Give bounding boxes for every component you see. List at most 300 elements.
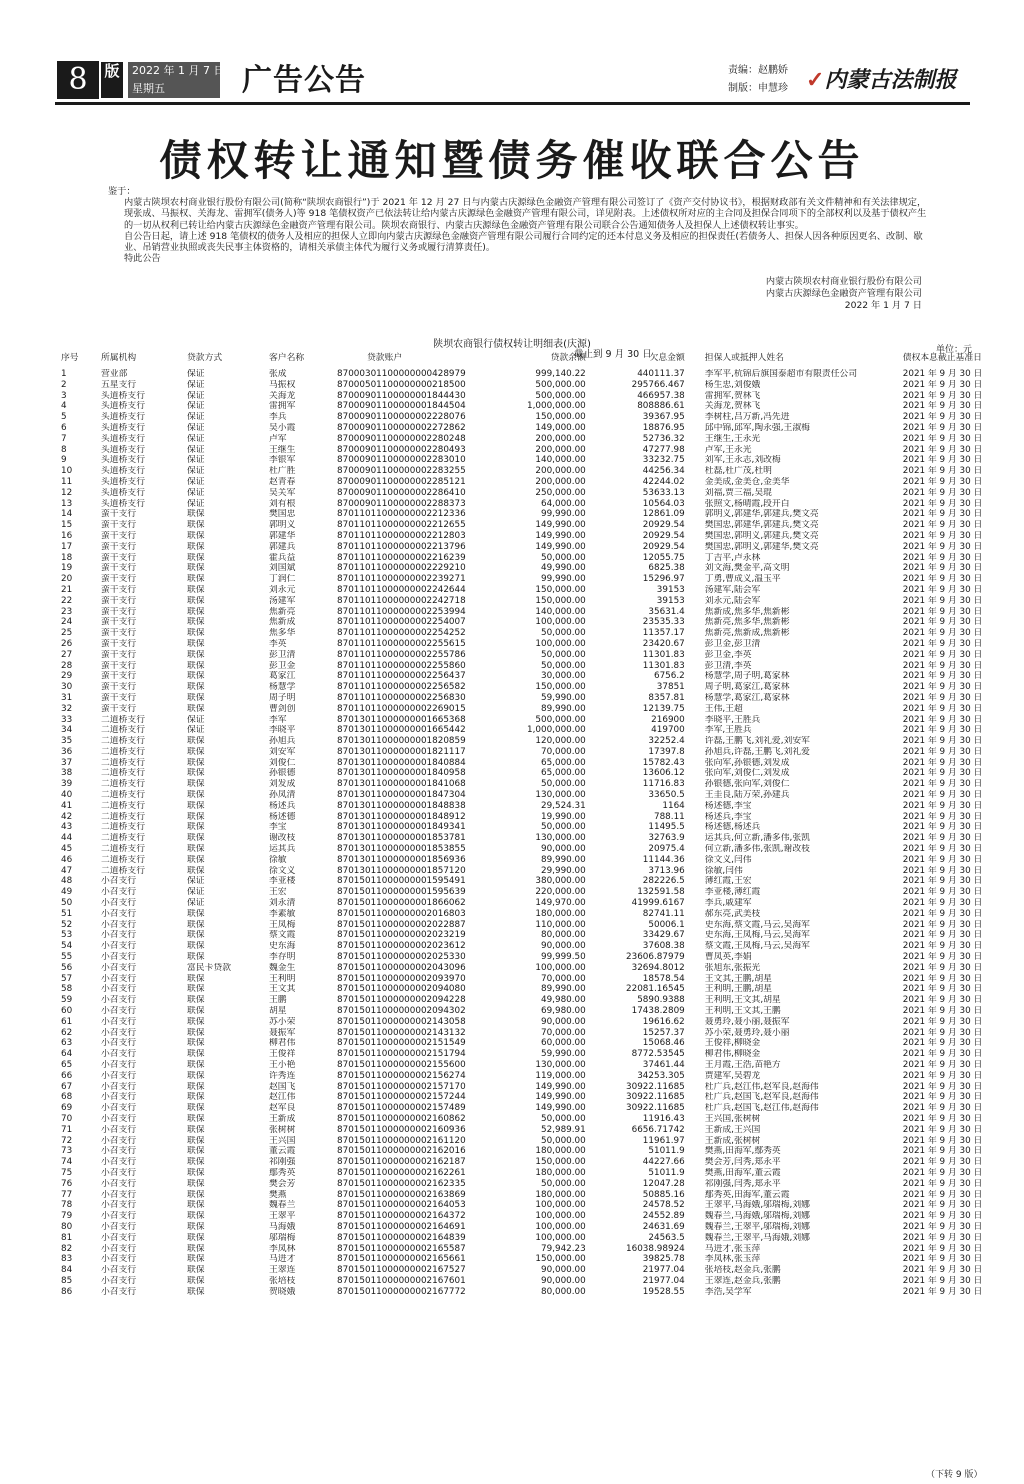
table-cell: 30922.11685 xyxy=(626,1092,685,1103)
table-cell: 37608.38 xyxy=(642,941,685,952)
table-cell: 24552.89 xyxy=(642,1211,685,1222)
table-cell: 53 xyxy=(61,930,73,941)
table-row xyxy=(55,380,983,391)
table-cell: 焦新亮,焦新成,焦新彬 xyxy=(704,628,790,639)
table-cell: 66 xyxy=(61,1070,73,1081)
table-cell: 87015011000000002160862 xyxy=(337,1113,466,1124)
table-cell: 保证 xyxy=(187,433,205,444)
newspaper-name: 内蒙古法制报 xyxy=(824,67,957,93)
table-cell: 董云霞 xyxy=(269,1146,296,1157)
table-cell: 44 xyxy=(61,833,73,844)
table-cell: 马进才 xyxy=(269,1254,296,1265)
col-header: 贷款余额 xyxy=(550,353,586,363)
table-cell: 99,990.00 xyxy=(540,574,586,585)
table-cell: 保证 xyxy=(187,379,205,390)
table-cell: 58 xyxy=(61,984,73,995)
col-header: 贷款方式 xyxy=(187,353,223,363)
table-cell: 联保 xyxy=(187,1038,205,1049)
table-cell: 苏小荣 xyxy=(269,1016,296,1027)
table-cell: 联保 xyxy=(187,520,205,531)
table-cell: 87011011000000002239271 xyxy=(337,574,466,585)
table-cell: 卢军 xyxy=(269,433,287,444)
table-cell: 蛮干支行 xyxy=(101,671,137,682)
table-cell: 联保 xyxy=(187,595,205,606)
table-cell: 80 xyxy=(61,1221,73,1232)
table-row xyxy=(55,466,983,477)
table-cell: 419700 xyxy=(651,725,685,736)
table-cell: 联保 xyxy=(187,1124,205,1135)
table-cell: 54 xyxy=(61,941,73,952)
table-cell: 小召支行 xyxy=(101,1070,137,1081)
table-cell: 小召支行 xyxy=(101,941,137,952)
col-header: 担保人或抵押人姓名 xyxy=(704,353,784,363)
table-cell: 87015011000000002157170 xyxy=(337,1081,466,1092)
table-cell: 15257.37 xyxy=(642,1027,685,1038)
table-cell: 联保 xyxy=(187,952,205,963)
table-cell: 2021 年 9 月 30 日 xyxy=(902,476,983,487)
table-cell: 头道桥支行 xyxy=(101,433,145,444)
table-cell: 87011011000000002256437 xyxy=(337,671,466,682)
table-cell: 466957.38 xyxy=(637,390,685,401)
table-cell: 杨慧学,葛家江,葛家林 xyxy=(704,692,790,703)
table-cell: 联保 xyxy=(187,1200,205,1211)
table-cell: 魏春兰,王翠平,马海娥,刘娜 xyxy=(704,1232,810,1243)
table-cell: 王俊祥,柳晓金 xyxy=(704,1038,761,1049)
table-row xyxy=(55,509,983,520)
table-cell: 2021 年 9 月 30 日 xyxy=(902,919,983,930)
signer-company: 内蒙古庆源绿色金融资产管理有限公司 xyxy=(765,288,922,299)
table-row xyxy=(55,887,983,898)
sign-date: 2022 年 1 月 7 日 xyxy=(844,300,922,311)
table-cell: 200,000.00 xyxy=(535,444,586,455)
table-cell: 王新成,王兴国 xyxy=(704,1124,761,1135)
table-cell: 焦新亮 xyxy=(269,606,296,617)
table-cell: 87015011000000002164691 xyxy=(337,1221,466,1232)
table-cell: 葛家江 xyxy=(269,671,296,682)
table-cell: 74 xyxy=(61,1157,73,1168)
table-cell: 140,000.00 xyxy=(535,606,586,617)
table-cell: 87015011000000001866062 xyxy=(337,898,466,909)
table-cell: 联保 xyxy=(187,1167,205,1178)
table-cell: 李银军 xyxy=(269,455,296,466)
table-cell: 联保 xyxy=(187,768,205,779)
table-cell: 87000901100000002283255 xyxy=(337,466,466,477)
table-cell: 87011011000000002229210 xyxy=(337,563,466,574)
paragraph-demand: 自公告日起，请上述 918 笔债权的债务人及相应的担保人立即向内蒙古庆源绿色金融资产管理有限公司履行合同约定的还本付息义务及相应的担保责任(若债务人、担保人因各种原因更名、改制、歇业、吊销营业执照或丧失民事主体资格的，请相关承债主体代为履行义务或履行清算责任)。 xyxy=(124,230,923,254)
table-cell: 王兴国 xyxy=(269,1135,296,1146)
issue-weekday: 星期五 xyxy=(132,82,165,95)
table-cell: 2021 年 9 月 30 日 xyxy=(902,1211,983,1222)
table-row xyxy=(55,661,983,672)
table-cell: 50 xyxy=(61,898,73,909)
table-cell: 贾建军,吴碧龙 xyxy=(704,1070,761,1081)
table-cell: 39153 xyxy=(656,595,685,606)
table-cell: 87015011000000002164053 xyxy=(337,1200,466,1211)
table-cell: 2021 年 9 月 30 日 xyxy=(902,1178,983,1189)
table-cell: 樊会芳,闫秀,郑永平 xyxy=(704,1157,781,1168)
table-cell: 2021 年 9 月 30 日 xyxy=(902,638,983,649)
table-cell: 二道桥支行 xyxy=(101,790,145,801)
table-cell: 87011011000000002254252 xyxy=(337,628,466,639)
page-number: 8 xyxy=(57,61,99,99)
table-cell: 联保 xyxy=(187,973,205,984)
table-cell: 37851 xyxy=(656,682,685,693)
table-cell: 联保 xyxy=(187,584,205,595)
table-cell: 79,942.23 xyxy=(540,1243,586,1254)
table-cell: 20929.54 xyxy=(642,530,685,541)
table-cell: 杨生忠,刘俊娥 xyxy=(704,379,761,390)
table-cell: 刘永清 xyxy=(269,898,296,909)
table-cell: 19528.55 xyxy=(642,1286,685,1297)
table-cell: 87015011000000002023219 xyxy=(337,930,466,941)
table-cell: 徐文义 xyxy=(269,865,296,876)
table-cell: 头道桥支行 xyxy=(101,487,145,498)
table-cell: 彭卫金 xyxy=(269,660,296,671)
table-cell: 联保 xyxy=(187,1286,205,1297)
table-cell: 38 xyxy=(61,768,73,779)
table-cell: 2021 年 9 月 30 日 xyxy=(902,552,983,563)
table-cell: 41999.6167 xyxy=(631,898,685,909)
table-row xyxy=(55,639,983,650)
table-cell: 蛮干支行 xyxy=(101,660,137,671)
table-cell: 11301.83 xyxy=(642,660,685,671)
table-cell: 保证 xyxy=(187,455,205,466)
table-cell: 王继生 xyxy=(269,444,296,455)
table-cell: 11144.36 xyxy=(642,854,685,865)
table-cell: 联保 xyxy=(187,1221,205,1232)
table-cell: 62 xyxy=(61,1027,73,1038)
table-cell: 87011011000000002255786 xyxy=(337,649,466,660)
page-label: 版 xyxy=(101,62,123,98)
table-cell: 联保 xyxy=(187,638,205,649)
table-cell: 李浩,吴学军 xyxy=(704,1286,752,1297)
table-cell: 樊国忠 xyxy=(269,509,296,520)
table-cell: 87015011000000002162187 xyxy=(337,1157,466,1168)
table-cell: 18876.95 xyxy=(642,422,685,433)
table-cell: 保证 xyxy=(187,444,205,455)
table-cell: 吴小霞 xyxy=(269,422,296,433)
editor-credits xyxy=(728,62,788,98)
table-cell: 440111.37 xyxy=(637,369,685,379)
table-row xyxy=(55,650,983,661)
table-cell: 魏春兰 xyxy=(269,1200,296,1211)
table-cell: 王利明,王文其,胡星 xyxy=(704,995,781,1006)
table-cell: 联保 xyxy=(187,1060,205,1070)
table-cell: 樊燕,田海军,鄢秀英 xyxy=(704,1146,781,1157)
table-cell: 邬瑞梅 xyxy=(269,1232,296,1243)
table-cell: 联保 xyxy=(187,1243,205,1254)
table-cell: 联保 xyxy=(187,941,205,952)
table-cell: 蛮干支行 xyxy=(101,606,137,617)
table-cell: 100,000.00 xyxy=(535,1221,586,1232)
table-cell: 21 xyxy=(61,584,73,595)
table-cell: 87015011000000002162261 xyxy=(337,1167,466,1178)
table-cell: 2021 年 9 月 30 日 xyxy=(902,584,983,595)
table-cell: 87000901100000002228076 xyxy=(337,412,466,423)
table-cell: 头道桥支行 xyxy=(101,444,145,455)
table-row xyxy=(55,1244,983,1255)
table-cell: 149,000.00 xyxy=(535,422,586,433)
table-cell: 69,980.00 xyxy=(540,1006,586,1017)
table-row xyxy=(55,1049,983,1060)
table-cell: 87011011000000002255860 xyxy=(337,660,466,671)
table-cell: 29,990.00 xyxy=(540,865,586,876)
table-cell: 60 xyxy=(61,1006,73,1017)
table-row xyxy=(55,790,983,801)
table-row xyxy=(55,693,983,704)
table-cell: 99,999.50 xyxy=(540,952,586,963)
table-cell: 2021 年 9 月 30 日 xyxy=(902,563,983,574)
table-cell: 李晓平,王胜兵 xyxy=(704,714,761,725)
table-cell: 2021 年 9 月 30 日 xyxy=(902,1135,983,1146)
table-cell: 51011.9 xyxy=(648,1167,685,1178)
table-cell: 小召支行 xyxy=(101,1265,137,1276)
table-row xyxy=(55,1211,983,1222)
table-cell: 89,990.00 xyxy=(540,854,586,865)
signer-bank: 内蒙古陕坝农村商业银行股份有限公司 xyxy=(765,276,922,287)
table-cell: 2021 年 9 月 30 日 xyxy=(902,422,983,433)
table-cell: 联保 xyxy=(187,692,205,703)
table-cell: 31 xyxy=(61,692,73,703)
table-cell: 23606.87979 xyxy=(626,952,685,963)
table-cell: 15 xyxy=(61,520,73,531)
table-row xyxy=(55,866,983,877)
table-row xyxy=(55,585,983,596)
table-cell: 鄢秀英 xyxy=(269,1167,296,1178)
table-cell: 李存明 xyxy=(269,952,296,963)
table-cell: 49,990.00 xyxy=(540,563,586,574)
table-cell: 联保 xyxy=(187,1275,205,1286)
table-cell: 2021 年 9 月 30 日 xyxy=(902,401,983,412)
table-cell: 联保 xyxy=(187,1113,205,1124)
table-cell: 丁吉平,卢永林 xyxy=(704,552,761,563)
table-cell: 87000901100000002280248 xyxy=(337,433,466,444)
table-cell: 50,000.00 xyxy=(540,822,586,833)
table-cell: 小召支行 xyxy=(101,1189,137,1200)
table-cell: 20929.54 xyxy=(642,541,685,552)
table-cell: 3 xyxy=(61,390,67,401)
table-cell: 李素敏 xyxy=(269,908,296,919)
table-cell: 关海龙,贺林飞 xyxy=(704,401,761,412)
table-row xyxy=(55,553,983,564)
table-row xyxy=(55,1287,983,1298)
table-cell: 2021 年 9 月 30 日 xyxy=(902,498,983,509)
table-row xyxy=(55,1179,983,1190)
table-cell: 蛮干支行 xyxy=(101,563,137,574)
table-cell: 蔡文霞,王凤梅,马云,吴海军 xyxy=(704,941,810,952)
table-cell: 32 xyxy=(61,703,73,714)
table-cell: 联保 xyxy=(187,995,205,1006)
table-cell: 87013011000000001841068 xyxy=(337,779,466,790)
table-row xyxy=(55,1028,983,1039)
table-cell: 70,000.00 xyxy=(540,1027,586,1038)
table-cell: 13 xyxy=(61,498,73,509)
table-cell: 小召支行 xyxy=(101,1135,137,1146)
table-cell: 小召支行 xyxy=(101,1286,137,1297)
table-cell: 孙旭兵,许磊,王鹏飞,刘礼爱 xyxy=(704,746,810,757)
table-row xyxy=(55,768,983,779)
table-cell: 808886.61 xyxy=(637,401,685,412)
table-cell: 头道桥支行 xyxy=(101,422,145,433)
table-cell: 2021 年 9 月 30 日 xyxy=(902,854,983,865)
table-cell: 小召支行 xyxy=(101,1016,137,1027)
table-cell: 2021 年 9 月 30 日 xyxy=(902,973,983,984)
table-cell: 43 xyxy=(61,822,73,833)
table-row xyxy=(55,758,983,769)
table-cell: 87015011000000002162016 xyxy=(337,1146,466,1157)
table-cell: 29,524.31 xyxy=(540,800,586,811)
table-row xyxy=(55,822,983,833)
table-cell: 联保 xyxy=(187,660,205,671)
table-cell: 小召支行 xyxy=(101,1243,137,1254)
table-cell: 23535.33 xyxy=(642,617,685,628)
table-cell: 500,000.00 xyxy=(535,379,586,390)
table-cell: 2021 年 9 月 30 日 xyxy=(902,995,983,1006)
table-cell: 2021 年 9 月 30 日 xyxy=(902,811,983,822)
table-cell: 50,000.00 xyxy=(540,552,586,563)
table-cell: 87000901100000002288373 xyxy=(337,498,466,509)
table-cell: 2021 年 9 月 30 日 xyxy=(902,369,983,379)
table-cell: 2021 年 9 月 30 日 xyxy=(902,941,983,952)
table-cell: 1,000,000.00 xyxy=(527,725,586,736)
table-cell: 彭卫清 xyxy=(269,649,296,660)
table-cell: 郭建华 xyxy=(269,530,296,541)
table-cell: 杜广兵,赵江伟,赵军良,赵海伟 xyxy=(704,1081,819,1092)
table-cell: 50,000.00 xyxy=(540,1135,586,1146)
page-title: 债权转让通知暨债务催收联合公告 xyxy=(159,136,865,185)
table-cell: 联保 xyxy=(187,1157,205,1168)
table-cell: 二道桥支行 xyxy=(101,811,145,822)
table-cell: 78 xyxy=(61,1200,73,1211)
table-cell: 蛮干支行 xyxy=(101,628,137,639)
table-cell: 64,000.00 xyxy=(540,498,586,509)
table-cell: 2021 年 9 月 30 日 xyxy=(902,844,983,855)
table-cell: 132591.58 xyxy=(637,887,685,898)
table-cell: 二道桥支行 xyxy=(101,736,145,747)
table-cell: 57 xyxy=(61,973,73,984)
table-cell: 87015011000000002157489 xyxy=(337,1103,466,1114)
table-cell: 87000501100000000218500 xyxy=(337,379,466,390)
table-cell: 29 xyxy=(61,671,73,682)
table-cell: 8772.53545 xyxy=(631,1049,685,1060)
table-cell: 刘永元 xyxy=(269,584,296,595)
table-cell: 小召支行 xyxy=(101,1211,137,1222)
table-cell: 39153 xyxy=(656,584,685,595)
table-cell: 头道桥支行 xyxy=(101,466,145,477)
table-cell: 保证 xyxy=(187,498,205,509)
table-cell: 2021 年 9 月 30 日 xyxy=(902,379,983,390)
table-cell: 联保 xyxy=(187,1232,205,1243)
table-cell: 87013011000000001820859 xyxy=(337,736,466,747)
table-cell: 杨慧学 xyxy=(269,682,296,693)
table-cell: 87015011000000002167601 xyxy=(337,1275,466,1286)
table-cell: 金美成,金美仓,金美华 xyxy=(704,476,790,487)
table-cell: 李兵,戚建军 xyxy=(704,898,752,909)
table-cell: 1,000,000.00 xyxy=(527,401,586,412)
table-cell: 80,000.00 xyxy=(540,930,586,941)
table-cell: 王伟,王超 xyxy=(704,703,743,714)
table-cell: 87015011000000002025330 xyxy=(337,952,466,963)
table-cell: 邱中锦,邱军,陶永强,王淑梅 xyxy=(704,422,810,433)
table-cell: 2021 年 9 月 30 日 xyxy=(902,1038,983,1049)
table-unit: 单位：元 xyxy=(936,345,973,355)
table-cell: 小召支行 xyxy=(101,1103,137,1114)
table-row xyxy=(55,617,983,628)
table-row xyxy=(55,984,983,995)
table-cell: 87015011000000002043096 xyxy=(337,962,466,973)
table-cell: 2021 年 9 月 30 日 xyxy=(902,1092,983,1103)
table-cell: 87015011000000002094302 xyxy=(337,1006,466,1017)
table-cell: 2021 年 9 月 30 日 xyxy=(902,649,983,660)
table-cell: 11495.5 xyxy=(648,822,685,833)
table-cell: 79 xyxy=(61,1211,73,1222)
table-cell: 2021 年 9 月 30 日 xyxy=(902,617,983,628)
table-cell: 蛮干支行 xyxy=(101,541,137,552)
table-row xyxy=(55,715,983,726)
table-cell: 500,000.00 xyxy=(535,714,586,725)
table-cell: 王翠连 xyxy=(269,1265,296,1276)
table-row xyxy=(55,833,983,844)
table-cell: 22 xyxy=(61,595,73,606)
table-cell: 2021 年 9 月 30 日 xyxy=(902,768,983,779)
table-cell: 15068.46 xyxy=(642,1038,685,1049)
table-cell: 87013011000000001665442 xyxy=(337,725,466,736)
table-cell: 6 xyxy=(61,422,67,433)
table-cell: 21977.04 xyxy=(642,1275,685,1286)
table-cell: 杨述德,李宝 xyxy=(704,800,752,811)
table-cell: 2021 年 9 月 30 日 xyxy=(902,692,983,703)
table-cell: 70 xyxy=(61,1113,73,1124)
table-cell: 48 xyxy=(61,876,73,887)
table-row xyxy=(55,920,983,931)
table-cell: 2021 年 9 月 30 日 xyxy=(902,1189,983,1200)
table-cell: 小召支行 xyxy=(101,1038,137,1049)
table-row xyxy=(55,412,983,423)
table-cell: 2021 年 9 月 30 日 xyxy=(902,455,983,466)
table-cell: 87015011000000002165587 xyxy=(337,1243,466,1254)
table-cell: 李军平,杭锦后旗国泰超市有限责任公司 xyxy=(704,369,858,379)
table-cell: 小召支行 xyxy=(101,984,137,995)
table-cell: 41 xyxy=(61,800,73,811)
table-cell: 联保 xyxy=(187,682,205,693)
table-cell: 33650.5 xyxy=(648,790,685,801)
table-cell: 2021 年 9 月 30 日 xyxy=(902,682,983,693)
table-cell: 王凤梅 xyxy=(269,919,296,930)
table-cell: 33429.67 xyxy=(642,930,685,941)
table-cell: 53633.13 xyxy=(642,487,685,498)
table-cell: 2021 年 9 月 30 日 xyxy=(902,736,983,747)
table-cell: 刘发成 xyxy=(269,779,296,790)
table-cell: 联保 xyxy=(187,811,205,822)
table-cell: 87011011000000002269015 xyxy=(337,703,466,714)
table-cell: 24 xyxy=(61,617,73,628)
table-row xyxy=(55,812,983,823)
table-cell: 头道桥支行 xyxy=(101,476,145,487)
table-cell: 52,989.91 xyxy=(540,1124,586,1135)
table-cell: 郭建兵 xyxy=(269,541,296,552)
table-cell: 二道桥支行 xyxy=(101,800,145,811)
table-cell: 30922.11685 xyxy=(626,1103,685,1114)
table-cell: 55 xyxy=(61,952,73,963)
table-cell: 90,000.00 xyxy=(540,1016,586,1027)
table-cell: 联保 xyxy=(187,930,205,941)
table-cell: 郭明义,郭建华,郭建兵,樊文亮 xyxy=(704,509,819,520)
table-cell: 联保 xyxy=(187,1081,205,1092)
table-cell: 许秀连 xyxy=(269,1070,296,1081)
table-cell: 81 xyxy=(61,1232,73,1243)
table-cell: 小召支行 xyxy=(101,908,137,919)
table-cell: 蛮干支行 xyxy=(101,552,137,563)
